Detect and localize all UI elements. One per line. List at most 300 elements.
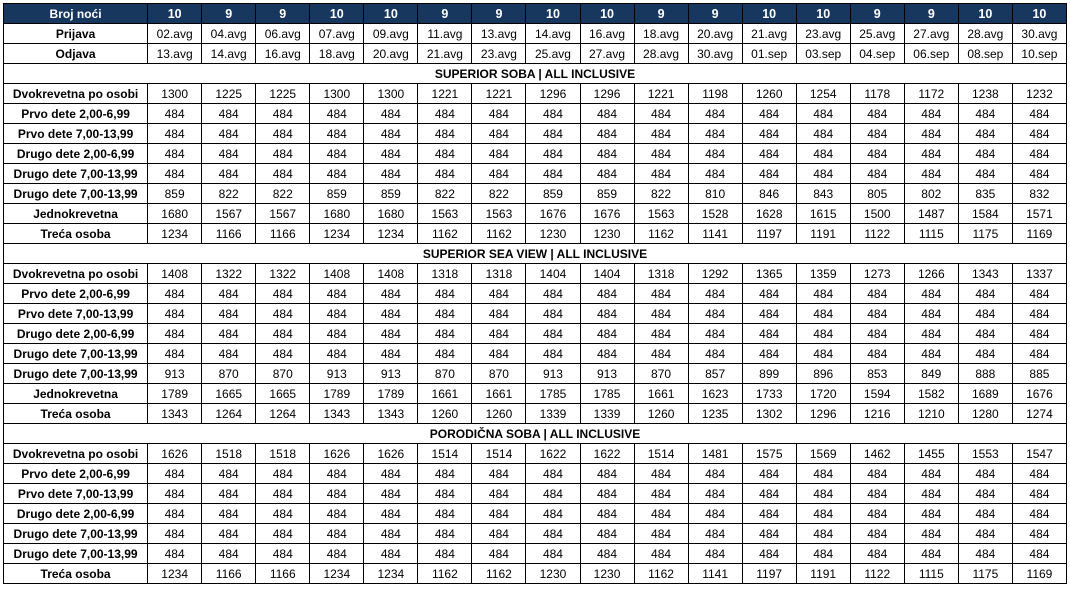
nights-value: 9 — [850, 4, 904, 24]
checkout-date: 16.avg — [256, 44, 310, 64]
nights-value: 10 — [1012, 4, 1066, 24]
price-cell: 484 — [472, 324, 526, 344]
price-cell: 1166 — [256, 224, 310, 244]
price-cell: 484 — [418, 484, 472, 504]
price-cell: 484 — [310, 104, 364, 124]
price-cell: 484 — [418, 304, 472, 324]
price-cell: 1230 — [580, 224, 634, 244]
price-cell: 1232 — [1012, 84, 1066, 104]
price-cell: 484 — [580, 104, 634, 124]
nights-value: 10 — [310, 4, 364, 24]
price-cell: 484 — [202, 124, 256, 144]
price-cell: 484 — [958, 484, 1012, 504]
price-cell: 484 — [958, 344, 1012, 364]
price-cell: 484 — [904, 504, 958, 524]
price-cell: 484 — [202, 164, 256, 184]
price-cell: 1487 — [904, 204, 958, 224]
checkin-date: 25.avg — [850, 24, 904, 44]
price-cell: 1563 — [472, 204, 526, 224]
price-cell: 1318 — [634, 264, 688, 284]
price-cell: 1689 — [958, 384, 1012, 404]
checkout-date: 01.sep — [742, 44, 796, 64]
price-cell: 1273 — [850, 264, 904, 284]
price-cell: 810 — [688, 184, 742, 204]
price-cell: 1264 — [256, 404, 310, 424]
price-cell: 870 — [472, 364, 526, 384]
checkout-date: 03.sep — [796, 44, 850, 64]
checkin-date: 20.avg — [688, 24, 742, 44]
price-cell: 1296 — [580, 84, 634, 104]
price-cell: 484 — [742, 344, 796, 364]
price-cell: 484 — [958, 544, 1012, 564]
price-cell: 1318 — [472, 264, 526, 284]
price-cell: 484 — [364, 464, 418, 484]
price-cell: 484 — [202, 324, 256, 344]
price-cell: 913 — [580, 364, 634, 384]
price-cell: 1141 — [688, 564, 742, 584]
row-label: Treća osoba — [4, 564, 148, 584]
row-label: Jednokrevetna — [4, 384, 148, 404]
price-cell: 1260 — [418, 404, 472, 424]
price-cell: 1404 — [526, 264, 580, 284]
price-cell: 484 — [310, 524, 364, 544]
price-cell: 484 — [256, 524, 310, 544]
price-cell: 484 — [850, 464, 904, 484]
table-body — [4, 4, 1067, 584]
price-cell: 484 — [1012, 304, 1066, 324]
price-cell: 484 — [904, 284, 958, 304]
price-cell: 484 — [1012, 504, 1066, 524]
price-cell: 484 — [472, 304, 526, 324]
price-cell: 484 — [256, 284, 310, 304]
price-cell: 484 — [202, 144, 256, 164]
price-cell: 484 — [688, 484, 742, 504]
price-cell: 484 — [310, 344, 364, 364]
price-cell: 1260 — [742, 84, 796, 104]
price-cell: 484 — [796, 124, 850, 144]
price-cell: 484 — [688, 344, 742, 364]
price-cell: 484 — [958, 144, 1012, 164]
price-cell: 484 — [634, 104, 688, 124]
nights-value: 9 — [418, 4, 472, 24]
price-cell: 484 — [850, 484, 904, 504]
price-cell: 1518 — [256, 444, 310, 464]
price-cell: 1622 — [580, 444, 634, 464]
price-cell: 1553 — [958, 444, 1012, 464]
price-cell: 1567 — [256, 204, 310, 224]
price-cell: 1178 — [850, 84, 904, 104]
price-cell: 484 — [310, 324, 364, 344]
checkin-date: 06.avg — [256, 24, 310, 44]
price-cell: 1254 — [796, 84, 850, 104]
price-cell: 1230 — [526, 564, 580, 584]
checkout-date: 08.sep — [958, 44, 1012, 64]
price-cell: 1584 — [958, 204, 1012, 224]
price-cell: 484 — [418, 124, 472, 144]
price-cell: 484 — [958, 464, 1012, 484]
price-cell: 484 — [796, 504, 850, 524]
price-cell: 484 — [310, 484, 364, 504]
price-cell: 484 — [634, 324, 688, 344]
price-cell: 484 — [418, 544, 472, 564]
price-cell: 913 — [364, 364, 418, 384]
price-cell: 1665 — [256, 384, 310, 404]
row-label: Dvokrevetna po osobi — [4, 444, 148, 464]
price-cell: 1162 — [418, 224, 472, 244]
price-cell: 805 — [850, 184, 904, 204]
price-cell: 484 — [418, 164, 472, 184]
price-cell: 484 — [1012, 144, 1066, 164]
price-row — [4, 384, 1067, 404]
price-cell: 484 — [850, 284, 904, 304]
price-cell: 1365 — [742, 264, 796, 284]
price-cell: 1514 — [418, 444, 472, 464]
checkin-date: 18.avg — [634, 24, 688, 44]
price-cell: 484 — [1012, 484, 1066, 504]
price-cell: 835 — [958, 184, 1012, 204]
price-cell: 484 — [256, 484, 310, 504]
price-cell: 484 — [526, 344, 580, 364]
price-cell: 1300 — [148, 84, 202, 104]
section-title: PORODIČNA SOBA | ALL INCLUSIVE — [4, 424, 1067, 444]
price-cell: 484 — [742, 104, 796, 124]
price-cell: 484 — [472, 284, 526, 304]
price-cell: 1359 — [796, 264, 850, 284]
price-cell: 484 — [796, 344, 850, 364]
price-cell: 484 — [1012, 124, 1066, 144]
price-cell: 1628 — [742, 204, 796, 224]
price-cell: 484 — [796, 284, 850, 304]
price-table — [3, 3, 1067, 584]
price-cell: 1210 — [904, 404, 958, 424]
checkout-date: 25.avg — [526, 44, 580, 64]
checkin-date: 16.avg — [580, 24, 634, 44]
price-row — [4, 344, 1067, 364]
price-cell: 1343 — [364, 404, 418, 424]
price-cell: 1141 — [688, 224, 742, 244]
price-cell: 1680 — [148, 204, 202, 224]
price-cell: 859 — [580, 184, 634, 204]
checkout-row — [4, 44, 1067, 64]
price-cell: 484 — [364, 144, 418, 164]
price-cell: 484 — [202, 484, 256, 504]
price-cell: 484 — [472, 124, 526, 144]
price-cell: 1785 — [580, 384, 634, 404]
checkin-date: 28.avg — [958, 24, 1012, 44]
price-cell: 1661 — [418, 384, 472, 404]
price-cell: 1408 — [148, 264, 202, 284]
price-row — [4, 84, 1067, 104]
price-cell: 1337 — [1012, 264, 1066, 284]
price-cell: 484 — [796, 484, 850, 504]
price-cell: 484 — [796, 324, 850, 344]
section-header-row — [4, 64, 1067, 84]
price-cell: 1198 — [688, 84, 742, 104]
price-cell: 1197 — [742, 564, 796, 584]
price-cell: 484 — [310, 464, 364, 484]
price-cell: 1404 — [580, 264, 634, 284]
price-cell: 484 — [418, 504, 472, 524]
price-cell: 859 — [526, 184, 580, 204]
price-cell: 1266 — [904, 264, 958, 284]
price-cell: 484 — [256, 304, 310, 324]
price-cell: 913 — [526, 364, 580, 384]
price-cell: 484 — [850, 144, 904, 164]
price-cell: 859 — [310, 184, 364, 204]
price-cell: 484 — [634, 304, 688, 324]
price-cell: 484 — [580, 464, 634, 484]
price-cell: 1733 — [742, 384, 796, 404]
nights-value: 9 — [688, 4, 742, 24]
price-cell: 484 — [148, 284, 202, 304]
price-cell: 857 — [688, 364, 742, 384]
price-cell: 484 — [418, 284, 472, 304]
price-cell: 484 — [580, 504, 634, 524]
row-label: Prvo dete 7,00-13,99 — [4, 124, 148, 144]
price-cell: 484 — [742, 284, 796, 304]
nights-value: 10 — [364, 4, 418, 24]
price-cell: 484 — [472, 524, 526, 544]
price-cell: 1162 — [472, 564, 526, 584]
price-cell: 484 — [634, 144, 688, 164]
price-cell: 484 — [256, 324, 310, 344]
price-cell: 484 — [742, 464, 796, 484]
price-cell: 484 — [796, 464, 850, 484]
row-label: Drugo dete 2,00-6,99 — [4, 324, 148, 344]
price-cell: 484 — [580, 324, 634, 344]
price-cell: 484 — [742, 144, 796, 164]
nights-value: 10 — [742, 4, 796, 24]
price-cell: 1563 — [418, 204, 472, 224]
row-label: Prvo dete 2,00-6,99 — [4, 284, 148, 304]
price-cell: 484 — [796, 164, 850, 184]
price-cell: 1676 — [526, 204, 580, 224]
checkin-date: 30.avg — [1012, 24, 1066, 44]
price-cell: 1296 — [796, 404, 850, 424]
price-cell: 484 — [958, 504, 1012, 524]
price-cell: 484 — [472, 484, 526, 504]
price-cell: 1230 — [526, 224, 580, 244]
price-cell: 484 — [742, 524, 796, 544]
nights-label: Broj noći — [4, 4, 148, 24]
row-label: Drugo dete 7,00-13,99 — [4, 524, 148, 544]
price-cell: 484 — [742, 544, 796, 564]
price-cell: 802 — [904, 184, 958, 204]
price-cell: 484 — [850, 304, 904, 324]
price-cell: 913 — [310, 364, 364, 384]
price-cell: 1481 — [688, 444, 742, 464]
price-cell: 484 — [148, 344, 202, 364]
price-cell: 1571 — [1012, 204, 1066, 224]
nights-value: 9 — [202, 4, 256, 24]
price-cell: 484 — [526, 164, 580, 184]
price-cell: 1260 — [634, 404, 688, 424]
price-cell: 1785 — [526, 384, 580, 404]
checkout-date: 28.avg — [634, 44, 688, 64]
price-cell: 1343 — [958, 264, 1012, 284]
price-cell: 1260 — [472, 404, 526, 424]
price-cell: 1575 — [742, 444, 796, 464]
price-cell: 484 — [958, 324, 1012, 344]
price-cell: 484 — [850, 124, 904, 144]
price-cell: 822 — [634, 184, 688, 204]
price-cell: 484 — [796, 544, 850, 564]
price-cell: 484 — [148, 104, 202, 124]
price-cell: 484 — [796, 304, 850, 324]
price-cell: 484 — [472, 164, 526, 184]
price-cell: 484 — [958, 524, 1012, 544]
price-cell: 484 — [148, 484, 202, 504]
price-cell: 484 — [742, 124, 796, 144]
price-row — [4, 264, 1067, 284]
price-cell: 1238 — [958, 84, 1012, 104]
price-cell: 484 — [1012, 284, 1066, 304]
price-cell: 1514 — [634, 444, 688, 464]
checkout-date: 10.sep — [1012, 44, 1066, 64]
price-cell: 1455 — [904, 444, 958, 464]
price-cell: 1169 — [1012, 224, 1066, 244]
price-cell: 1622 — [526, 444, 580, 464]
price-cell: 484 — [1012, 464, 1066, 484]
checkout-date: 20.avg — [364, 44, 418, 64]
price-cell: 484 — [472, 104, 526, 124]
price-cell: 1528 — [688, 204, 742, 224]
checkin-label: Prijava — [4, 24, 148, 44]
price-cell: 1166 — [202, 224, 256, 244]
price-cell: 1318 — [418, 264, 472, 284]
price-cell: 484 — [364, 524, 418, 544]
price-cell: 1115 — [904, 224, 958, 244]
price-cell: 1234 — [364, 224, 418, 244]
price-cell: 484 — [472, 464, 526, 484]
price-cell: 1191 — [796, 564, 850, 584]
checkout-date: 18.avg — [310, 44, 364, 64]
checkin-row — [4, 24, 1067, 44]
price-cell: 1175 — [958, 564, 1012, 584]
row-label: Prvo dete 7,00-13,99 — [4, 484, 148, 504]
section-header-row — [4, 244, 1067, 264]
price-cell: 484 — [850, 344, 904, 364]
section-title: SUPERIOR SEA VIEW | ALL INCLUSIVE — [4, 244, 1067, 264]
price-cell: 484 — [688, 504, 742, 524]
price-cell: 1234 — [148, 224, 202, 244]
price-cell: 484 — [742, 504, 796, 524]
price-row — [4, 164, 1067, 184]
price-cell: 484 — [580, 164, 634, 184]
price-cell: 484 — [634, 544, 688, 564]
price-cell: 484 — [472, 344, 526, 364]
price-cell: 484 — [688, 324, 742, 344]
price-cell: 484 — [310, 284, 364, 304]
price-cell: 870 — [256, 364, 310, 384]
price-cell: 484 — [742, 304, 796, 324]
price-cell: 484 — [634, 504, 688, 524]
price-row — [4, 364, 1067, 384]
price-cell: 484 — [688, 524, 742, 544]
price-cell: 484 — [634, 344, 688, 364]
price-cell: 484 — [310, 544, 364, 564]
price-cell: 1322 — [256, 264, 310, 284]
price-cell: 484 — [580, 524, 634, 544]
nights-value: 9 — [904, 4, 958, 24]
price-cell: 832 — [1012, 184, 1066, 204]
price-cell: 484 — [526, 324, 580, 344]
row-label: Prvo dete 7,00-13,99 — [4, 304, 148, 324]
price-cell: 1234 — [310, 564, 364, 584]
price-cell: 484 — [418, 464, 472, 484]
price-row — [4, 404, 1067, 424]
price-cell: 484 — [472, 144, 526, 164]
nights-value: 10 — [580, 4, 634, 24]
price-cell: 484 — [688, 104, 742, 124]
checkin-date: 11.avg — [418, 24, 472, 44]
price-cell: 484 — [526, 484, 580, 504]
price-cell: 484 — [958, 304, 1012, 324]
price-cell: 484 — [256, 464, 310, 484]
price-row — [4, 184, 1067, 204]
price-cell: 870 — [202, 364, 256, 384]
price-cell: 484 — [904, 104, 958, 124]
price-cell: 1789 — [364, 384, 418, 404]
price-cell: 849 — [904, 364, 958, 384]
price-cell: 484 — [310, 124, 364, 144]
price-cell: 1661 — [634, 384, 688, 404]
price-cell: 1720 — [796, 384, 850, 404]
price-cell: 896 — [796, 364, 850, 384]
price-cell: 484 — [526, 544, 580, 564]
price-cell: 484 — [850, 504, 904, 524]
price-cell: 1661 — [472, 384, 526, 404]
price-row — [4, 444, 1067, 464]
nights-value: 10 — [148, 4, 202, 24]
checkin-date: 07.avg — [310, 24, 364, 44]
price-cell: 484 — [310, 504, 364, 524]
price-cell: 484 — [148, 504, 202, 524]
price-row — [4, 144, 1067, 164]
price-cell: 822 — [202, 184, 256, 204]
price-cell: 484 — [526, 304, 580, 324]
price-cell: 870 — [418, 364, 472, 384]
price-cell: 484 — [364, 124, 418, 144]
price-cell: 1169 — [1012, 564, 1066, 584]
price-cell: 484 — [688, 164, 742, 184]
price-row — [4, 504, 1067, 524]
checkin-date: 21.avg — [742, 24, 796, 44]
price-cell: 1514 — [472, 444, 526, 464]
price-cell: 1789 — [148, 384, 202, 404]
price-cell: 484 — [1012, 544, 1066, 564]
row-label: Prvo dete 2,00-6,99 — [4, 464, 148, 484]
row-label: Dvokrevetna po osobi — [4, 84, 148, 104]
price-cell: 484 — [580, 484, 634, 504]
price-cell: 1230 — [580, 564, 634, 584]
row-label: Dvokrevetna po osobi — [4, 264, 148, 284]
price-cell: 484 — [796, 524, 850, 544]
price-cell: 484 — [580, 124, 634, 144]
price-cell: 484 — [364, 284, 418, 304]
price-cell: 484 — [418, 104, 472, 124]
price-cell: 1122 — [850, 224, 904, 244]
price-cell: 484 — [364, 504, 418, 524]
price-cell: 484 — [580, 284, 634, 304]
nights-value: 9 — [256, 4, 310, 24]
price-cell: 484 — [1012, 104, 1066, 124]
checkin-date: 09.avg — [364, 24, 418, 44]
price-cell: 1680 — [364, 204, 418, 224]
price-cell: 484 — [688, 284, 742, 304]
price-cell: 1615 — [796, 204, 850, 224]
price-cell: 1339 — [580, 404, 634, 424]
